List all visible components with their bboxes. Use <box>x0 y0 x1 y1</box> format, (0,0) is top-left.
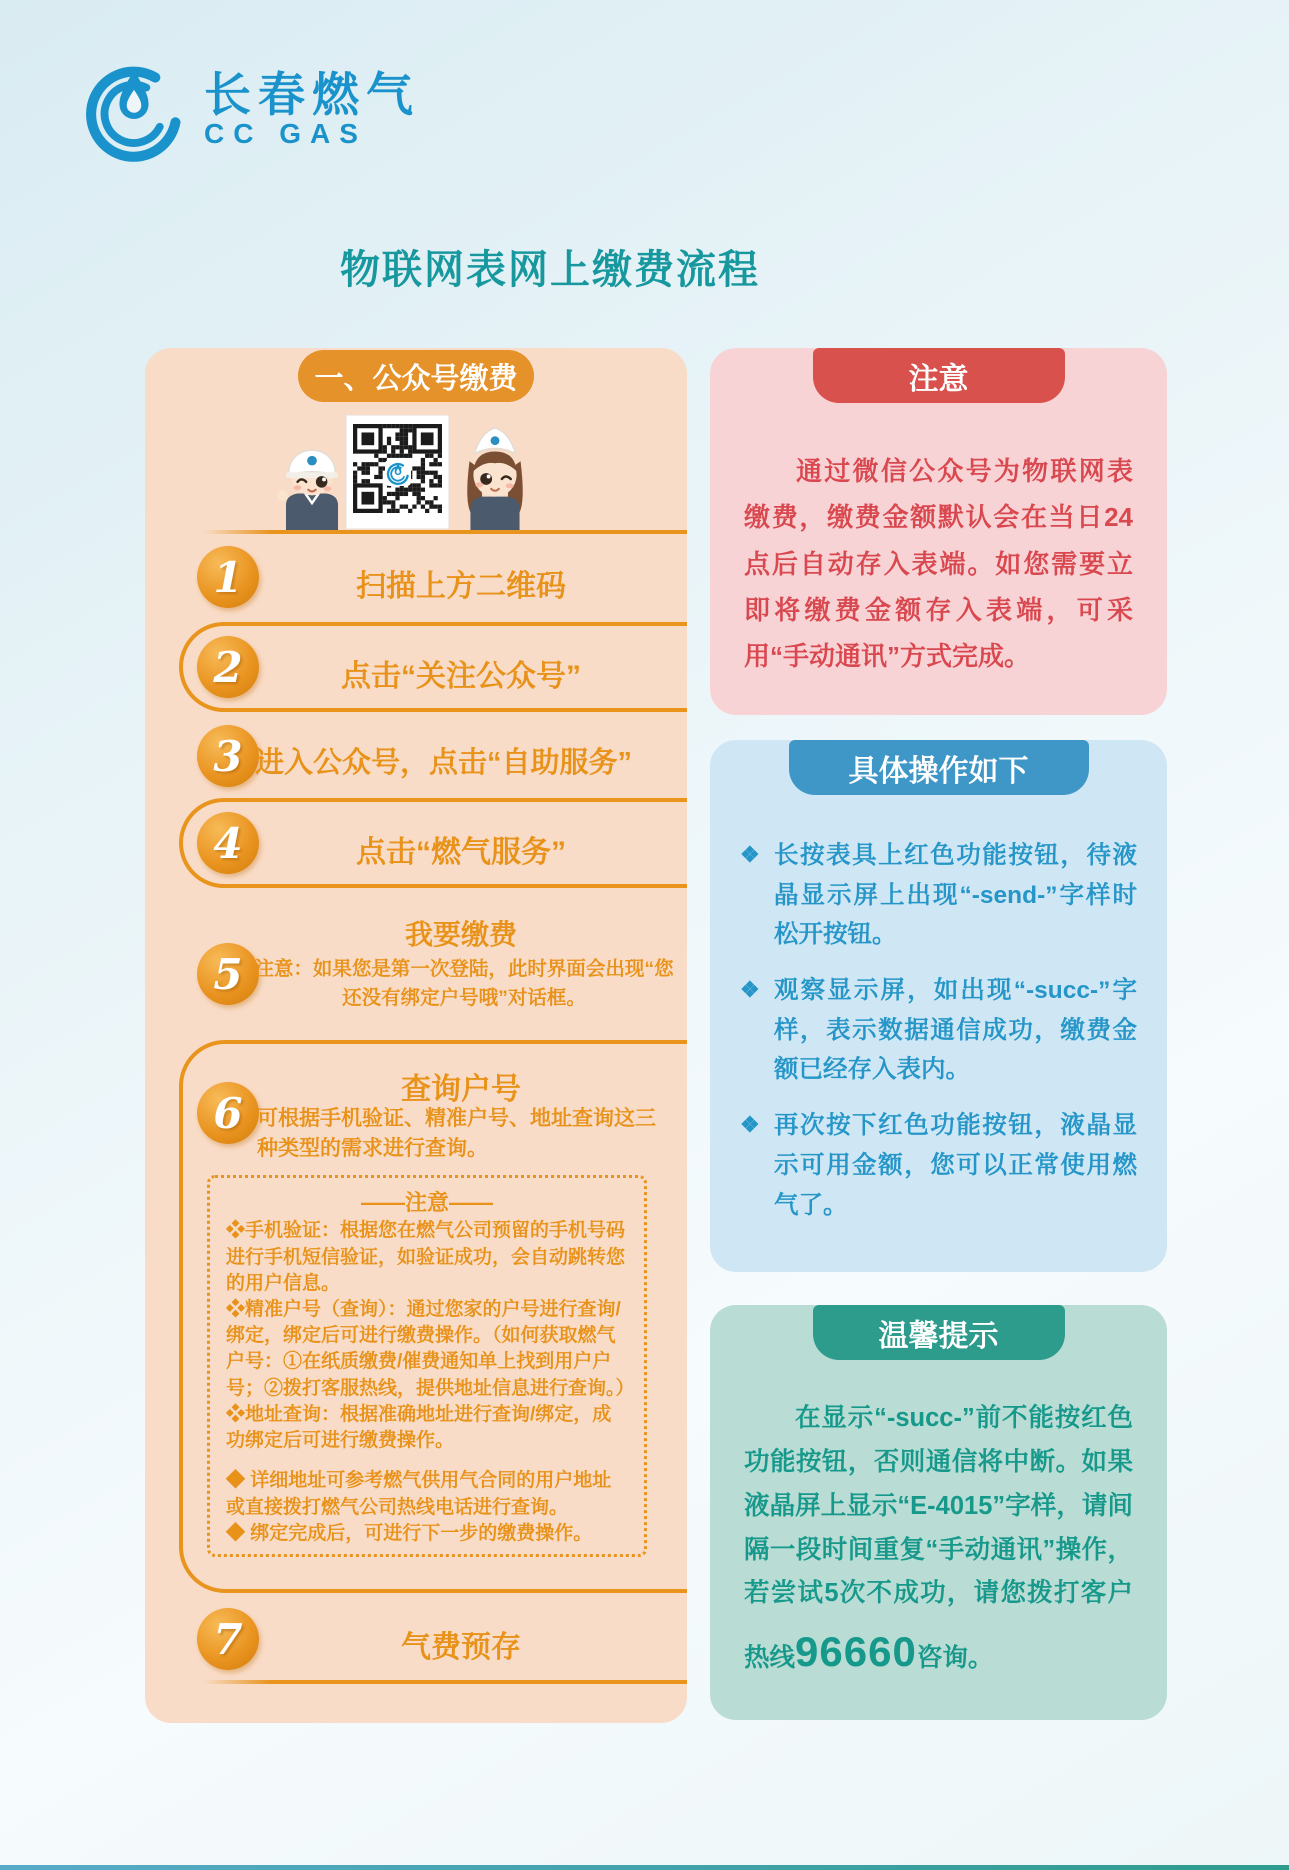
operation-item: ❖ 再次按下红色功能按钮，液晶显示可用金额，您可以正常使用燃气了。 <box>740 1106 1137 1225</box>
step-6-number: 6 <box>197 1082 259 1144</box>
step-2-label: 点击“关注公众号” <box>341 660 581 693</box>
flow-divider-top <box>203 530 687 534</box>
company-name-en: CC GAS <box>204 118 367 150</box>
tip-text: 在显示“-succ-”前不能按红色功能按钮，否则通信将中断。如果液晶屏上显示“E-4015”字样，请间隔一段时间重复“手动通讯”操作，若尝试5次不成功，请您拨打客户热线 <box>744 1404 1133 1673</box>
step-2 <box>145 622 687 712</box>
tip-badge: 温馨提示 <box>813 1305 1065 1360</box>
step-3 <box>145 724 687 794</box>
company-name-cn: 长春燃气 <box>204 67 420 121</box>
step-5-note: 注意：如果您是第一次登陆，此时界面会出现“您还没有绑定户号哦”对话框。 <box>254 958 674 1010</box>
step-1 <box>145 535 687 619</box>
step-5-label: 我要缴费 <box>404 919 517 950</box>
step-4-number: 4 <box>197 812 259 874</box>
step-6-note: 可根据手机验证、精准户号、地址查询这三种类型的需求进行查询。 <box>257 1107 656 1161</box>
operation-item: ❖ 观察显示屏，如出现“-succ-”字样，表示数据通信成功，缴费金额已经存入表内。 <box>740 971 1137 1090</box>
notice-footnote: ◆ 绑定完成后，可进行下一步的缴费操作。 <box>226 1522 593 1544</box>
step-3-number: 3 <box>197 725 259 787</box>
step-1-label: 扫描上方二维码 <box>356 570 566 603</box>
qr-row <box>145 414 687 532</box>
worker-girl-illustration <box>447 422 543 532</box>
step-2-number: 2 <box>197 636 259 698</box>
company-logo <box>78 54 420 166</box>
company-name <box>204 67 420 150</box>
flow-panel-badge: 一、公众号缴费 <box>298 350 534 402</box>
step-5-number: 5 <box>197 943 259 1005</box>
notice-item: ❖精准户号（查询）：通过您家的户号进行查询/绑定，绑定后可进行缴费操作。（如何获取燃气户号：①在纸质缴费/催费通知单上找到用户户号；②拨打客服热线，提供地址信息进行查询。） <box>226 1299 635 1399</box>
step-7-number: 7 <box>197 1608 259 1670</box>
step-6 <box>145 1040 687 1593</box>
step-7-label: 气费预存 <box>401 1631 521 1664</box>
notice-item: ❖手机验证：根据您在燃气公司预留的手机号码进行手机短信验证，如验证成功，会自动跳转您的用户信息。 <box>226 1220 626 1294</box>
operation-badge: 具体操作如下 <box>789 740 1089 795</box>
page-title: 物联网表网上缴费流程 <box>340 248 760 292</box>
step-1-number: 1 <box>197 546 259 608</box>
wechat-payment-flow-panel <box>145 348 687 1723</box>
operation-list <box>740 836 1137 1225</box>
operation-item: ❖ 长按表具上红色功能按钮，待液晶显示屏上出现“-send-”字样时松开按钮。 <box>740 836 1137 955</box>
step-7 <box>145 1606 687 1680</box>
step-3-label: 进入公众号，点击“自助服务” <box>255 747 633 779</box>
step-4-label: 点击“燃气服务” <box>356 836 566 869</box>
notice-box-title: ——注意—— <box>360 1190 493 1215</box>
worker-boy-illustration <box>273 426 351 532</box>
tip-panel <box>710 1305 1167 1720</box>
tip-text-after: 咨询。 <box>916 1644 994 1673</box>
tip-body <box>744 1397 1133 1689</box>
attention-panel <box>710 348 1167 715</box>
operation-panel <box>710 740 1167 1272</box>
step-5 <box>145 913 687 1033</box>
qr-center-logo-icon <box>385 460 411 486</box>
notice-item: ❖地址查询：根据准确地址进行查询/绑定，成功绑定后可进行缴费操作。 <box>226 1403 612 1452</box>
flow-divider-bottom <box>203 1680 687 1684</box>
step-6-notice-box <box>207 1175 647 1557</box>
attention-badge: 注意 <box>813 348 1065 403</box>
step-6-label: 查询户号 <box>401 1073 521 1106</box>
hotline-number: 96660 <box>795 1628 917 1676</box>
gas-flame-crescent-icon <box>78 54 190 166</box>
step-4 <box>145 798 687 888</box>
attention-body: 通过微信公众号为物联网表缴费，缴费金额默认会在当日24点后自动存入表端。如您需要立即将缴费金额存入表端，可采用“手动通讯”方式完成。 <box>744 456 1133 672</box>
bottom-accent-bar <box>0 1865 1289 1870</box>
qr-code <box>347 416 448 528</box>
notice-footnote: ◆ 详细地址可参考燃气供用气合同的用户地址或直接拨打燃气公司热线电话进行查询。 <box>226 1470 612 1518</box>
